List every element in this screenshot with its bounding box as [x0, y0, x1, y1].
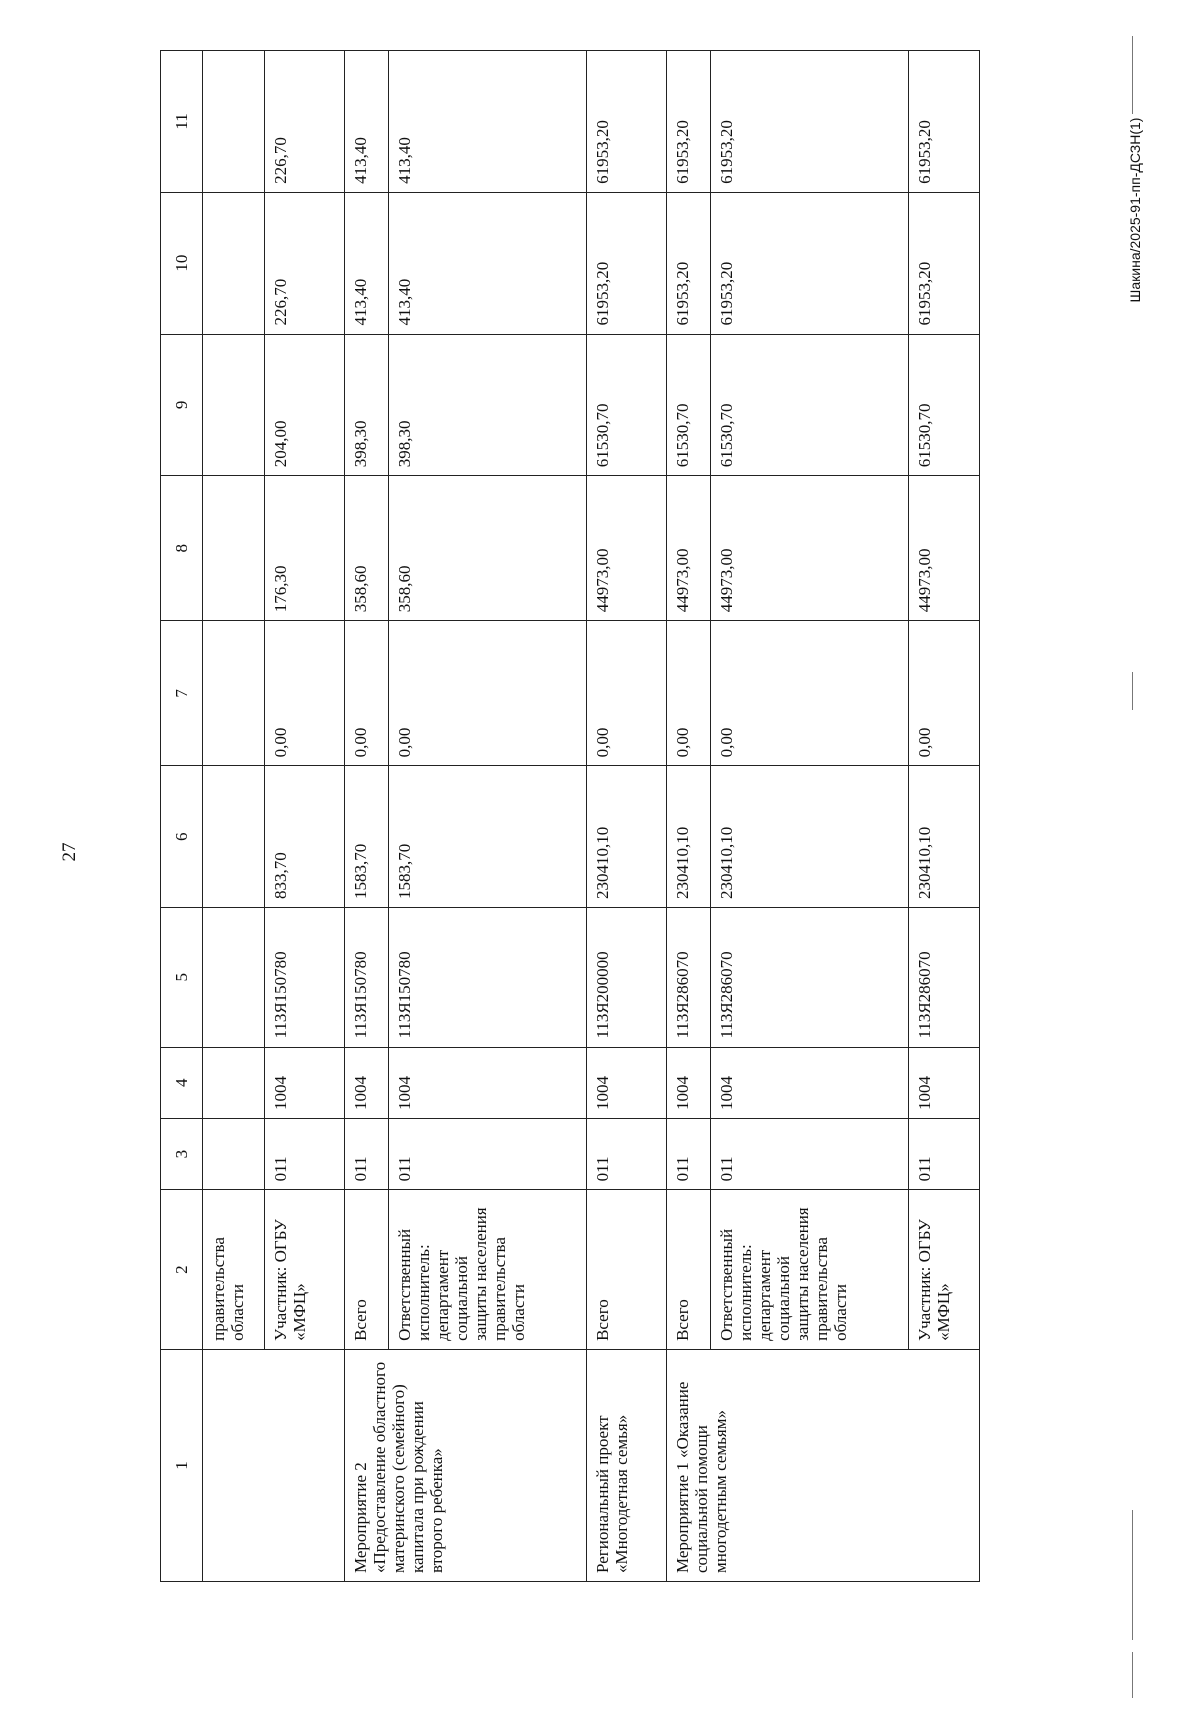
cell-c9: 61530,70	[666, 334, 711, 476]
scan-mark	[1132, 36, 1133, 114]
cell-c3: 011	[344, 1118, 389, 1189]
scan-mark	[1132, 1510, 1133, 1640]
cell-c9: 398,30	[344, 334, 389, 476]
measure-1-name: Мероприятие 1 «Оказание социальной помощи многодетным семьям»	[666, 1349, 979, 1581]
header-cell: 9	[161, 334, 203, 476]
cell-c7: 0,00	[265, 621, 345, 766]
cell-c6: 1583,70	[344, 766, 389, 908]
cell-c11: 226,70	[265, 51, 345, 193]
cell-c6	[203, 766, 265, 908]
cell-c11: 61953,20	[908, 51, 979, 193]
cell-c4: 1004	[666, 1047, 711, 1118]
cell-c10: 61953,20	[908, 192, 979, 334]
cell-c10: 226,70	[265, 192, 345, 334]
cell-c7	[203, 621, 265, 766]
cell-c2: Участник: ОГБУ «МФЦ»	[265, 1190, 345, 1350]
cell-c6: 230410,10	[908, 766, 979, 908]
cell-c8: 44973,00	[586, 476, 666, 621]
cell-c8: 358,60	[344, 476, 389, 621]
cell-c10: 413,40	[389, 192, 587, 334]
cell-c9: 204,00	[265, 334, 345, 476]
cell-c9: 61530,70	[908, 334, 979, 476]
cell-c5: 113Я286070	[711, 908, 909, 1047]
cell-c3: 011	[586, 1118, 666, 1189]
cell-c9: 61530,70	[711, 334, 909, 476]
cell-c4	[203, 1047, 265, 1118]
header-cell: 10	[161, 192, 203, 334]
cell-c3: 011	[666, 1118, 711, 1189]
cell-c2: Всего	[586, 1190, 666, 1350]
cell-c11: 413,40	[344, 51, 389, 193]
cell-c11	[203, 51, 265, 193]
cell-c10: 61953,20	[586, 192, 666, 334]
cell-c4: 1004	[265, 1047, 345, 1118]
cell-c5: 113Я150780	[389, 908, 587, 1047]
cell-c2: Ответственный исполнитель: департамент социальной защиты населения правительства области	[711, 1190, 909, 1350]
cell-c2: Ответственный исполнитель: департамент социальной защиты населения правительства области	[389, 1190, 587, 1350]
header-cell: 11	[161, 51, 203, 193]
cell-c7: 0,00	[344, 621, 389, 766]
cell-c10	[203, 192, 265, 334]
cell-c5: 113Я150780	[344, 908, 389, 1047]
table-row	[344, 51, 389, 1582]
cell-c6: 230410,10	[586, 766, 666, 908]
cell-c3: 011	[711, 1118, 909, 1189]
cell-c5: 113Я200000	[586, 908, 666, 1047]
cell-c7: 0,00	[586, 621, 666, 766]
cell-c10: 61953,20	[666, 192, 711, 334]
header-cell: 6	[161, 766, 203, 908]
header-cell: 7	[161, 621, 203, 766]
cell-c8: 44973,00	[666, 476, 711, 621]
cell-c6: 1583,70	[389, 766, 587, 908]
cell-c4: 1004	[586, 1047, 666, 1118]
cell-c7: 0,00	[711, 621, 909, 766]
cell-c11: 61953,20	[666, 51, 711, 193]
cell-c4: 1004	[711, 1047, 909, 1118]
cell-c10: 61953,20	[711, 192, 909, 334]
cell-c3: 011	[265, 1118, 345, 1189]
cell-c6: 833,70	[265, 766, 345, 908]
cell-c7: 0,00	[666, 621, 711, 766]
cell-c8: 358,60	[389, 476, 587, 621]
table-row	[586, 51, 666, 1582]
header-cell: 3	[161, 1118, 203, 1189]
cell-c9	[203, 334, 265, 476]
header-cell: 4	[161, 1047, 203, 1118]
cell-c8: 44973,00	[711, 476, 909, 621]
table-row	[203, 51, 265, 1582]
cell-c4: 1004	[389, 1047, 587, 1118]
cell-c2: Всего	[666, 1190, 711, 1350]
cell-c7: 0,00	[389, 621, 587, 766]
cell-c10: 413,40	[344, 192, 389, 334]
cell-c11: 61953,20	[586, 51, 666, 193]
cell-c4: 1004	[908, 1047, 979, 1118]
cell-c2: Всего	[344, 1190, 389, 1350]
rotated-table-container	[160, 50, 980, 1582]
cell-c2: Участник: ОГБУ «МФЦ»	[908, 1190, 979, 1350]
scan-mark	[1132, 672, 1133, 710]
page-number: 27	[59, 842, 80, 862]
header-cell: 1	[161, 1349, 203, 1581]
cell-c6: 230410,10	[711, 766, 909, 908]
cell-c3: 011	[389, 1118, 587, 1189]
scan-mark	[1132, 1652, 1133, 1698]
cell-c8: 176,30	[265, 476, 345, 621]
cell-c8	[203, 476, 265, 621]
cell-c5: 113Я286070	[908, 908, 979, 1047]
header-row	[161, 51, 203, 1582]
cell-c4: 1004	[344, 1047, 389, 1118]
header-cell: 5	[161, 908, 203, 1047]
document-code: Шакина/2025-91-пп-ДСЗН(1)	[1127, 117, 1143, 303]
cell-c8: 44973,00	[908, 476, 979, 621]
group-cell-blank	[203, 1349, 344, 1581]
cell-c3	[203, 1118, 265, 1189]
measure-2-name: Мероприятие 2 «Предоставление областного материнского (семейного) капитала при рождении второго ребенка»	[344, 1349, 586, 1581]
cell-c11: 61953,20	[711, 51, 909, 193]
cell-c6: 230410,10	[666, 766, 711, 908]
cell-c9: 61530,70	[586, 334, 666, 476]
cell-c5: 113Я286070	[666, 908, 711, 1047]
cell-c9: 398,30	[389, 334, 587, 476]
cell-c3: 011	[908, 1118, 979, 1189]
cell-c2: правительства области	[203, 1190, 265, 1350]
cell-c7: 0,00	[908, 621, 979, 766]
header-cell: 8	[161, 476, 203, 621]
project-name: Региональный проект «Многодетная семья»	[586, 1349, 666, 1581]
cell-c5	[203, 908, 265, 1047]
cell-c5: 113Я150780	[265, 908, 345, 1047]
cell-c11: 413,40	[389, 51, 587, 193]
budget-table	[160, 50, 980, 1582]
header-cell: 2	[161, 1190, 203, 1350]
table-row	[666, 51, 711, 1582]
